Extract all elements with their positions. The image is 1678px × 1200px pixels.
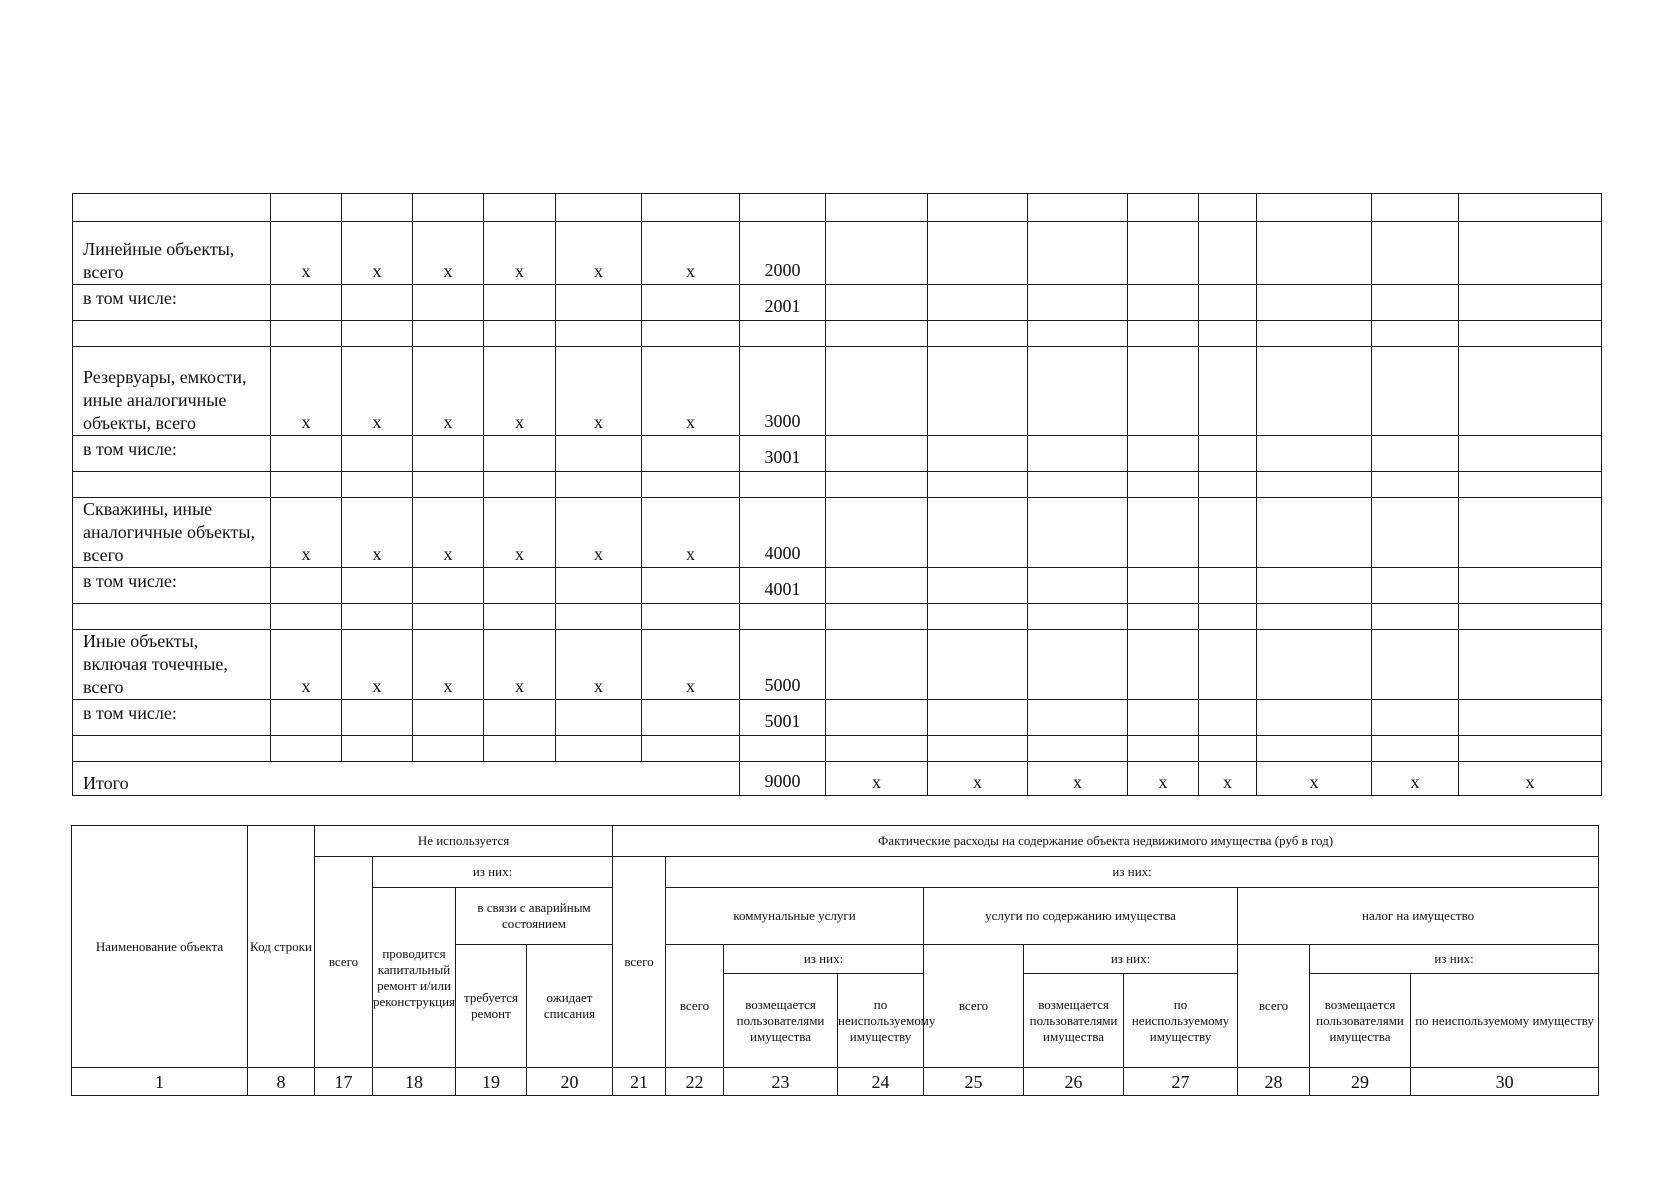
empty-cell <box>1199 285 1257 321</box>
empty-cell <box>1199 568 1257 604</box>
empty-cell <box>271 285 342 321</box>
empty-cell <box>1372 321 1459 347</box>
empty-cell <box>484 736 556 762</box>
object-group-name: Линейные объекты, всего <box>73 222 271 285</box>
table-row <box>73 321 1602 347</box>
header-repair-required: требуется ремонт <box>456 945 527 1068</box>
x-mark-cell: x <box>342 222 413 285</box>
total-label: Итого <box>73 762 740 796</box>
empty-cell <box>413 700 484 736</box>
x-mark-cell: x <box>642 630 740 700</box>
empty-cell <box>1128 736 1199 762</box>
table-row <box>73 498 1602 568</box>
empty-cell <box>1257 472 1372 498</box>
x-mark-cell: x <box>1128 762 1199 796</box>
empty-cell <box>642 321 740 347</box>
empty-cell <box>1028 630 1128 700</box>
x-mark-cell: x <box>342 347 413 436</box>
subgroup-label: в том числе: <box>73 285 271 321</box>
x-mark-cell: x <box>484 630 556 700</box>
empty-cell <box>1257 321 1372 347</box>
header-tax-unused: по неиспользуемому имуществу <box>1411 974 1599 1068</box>
empty-cell <box>271 604 342 630</box>
empty-cell <box>413 568 484 604</box>
x-mark-cell: x <box>556 222 642 285</box>
column-number: 30 <box>1411 1068 1599 1096</box>
empty-cell <box>484 700 556 736</box>
empty-cell <box>271 436 342 472</box>
empty-cell <box>642 700 740 736</box>
column-number: 20 <box>527 1068 613 1096</box>
x-mark-cell: x <box>1257 762 1372 796</box>
empty-cell <box>1372 498 1459 568</box>
column-number-row <box>72 1068 1599 1096</box>
header-maintenance-unused: по неиспользуемому имуществу <box>1124 974 1238 1068</box>
empty-cell <box>928 630 1028 700</box>
empty-cell <box>642 568 740 604</box>
total-row <box>73 762 1602 796</box>
column-number: 27 <box>1124 1068 1238 1096</box>
object-group-name: Резервуары, емкости, иные аналогичные объекты, всего <box>73 347 271 436</box>
empty-cell <box>928 604 1028 630</box>
header-maintenance-reimbursed: возмещается пользователями имущества <box>1024 974 1124 1068</box>
column-number: 29 <box>1310 1068 1411 1096</box>
empty-cell <box>413 472 484 498</box>
x-mark-cell: x <box>642 347 740 436</box>
empty-cell <box>1028 736 1128 762</box>
header-not-used-total: всего <box>315 857 373 1068</box>
row-code: 5001 <box>740 700 826 736</box>
empty-cell <box>1257 347 1372 436</box>
empty-cell <box>1028 436 1128 472</box>
header-awaiting-writeoff: ожидает списания <box>527 945 613 1068</box>
empty-cell <box>271 472 342 498</box>
header-maintenance-total: всего <box>924 945 1024 1068</box>
empty-cell <box>642 472 740 498</box>
header-row-code: Код строки <box>248 826 315 1068</box>
blank-cell <box>73 194 271 222</box>
empty-cell <box>1128 347 1199 436</box>
empty-cell <box>413 321 484 347</box>
empty-cell <box>1459 285 1602 321</box>
column-number: 26 <box>1024 1068 1124 1096</box>
x-mark-cell: x <box>342 498 413 568</box>
empty-cell <box>1028 498 1128 568</box>
header-capital-repair: проводится капитальный ремонт и/или реконструкция <box>373 888 456 1068</box>
x-mark-cell: x <box>1459 762 1602 796</box>
empty-cell <box>556 321 642 347</box>
empty-cell <box>1128 472 1199 498</box>
column-number: 1 <box>72 1068 248 1096</box>
empty-cell <box>928 321 1028 347</box>
column-number: 17 <box>315 1068 373 1096</box>
column-number: 8 <box>248 1068 315 1096</box>
empty-cell <box>1257 285 1372 321</box>
empty-cell <box>342 700 413 736</box>
empty-cell <box>1459 630 1602 700</box>
object-group-name: Скважины, иные аналогичные объекты, всего <box>73 498 271 568</box>
empty-cell <box>826 436 928 472</box>
empty-cell <box>271 321 342 347</box>
empty-cell <box>484 472 556 498</box>
row-code: 2001 <box>740 285 826 321</box>
empty-cell <box>826 630 928 700</box>
empty-cell <box>1372 630 1459 700</box>
empty-cell <box>413 736 484 762</box>
empty-cell <box>928 285 1028 321</box>
table-row <box>73 347 1602 436</box>
empty-cell <box>928 222 1028 285</box>
x-mark-cell: x <box>556 498 642 568</box>
table-row <box>73 630 1602 700</box>
empty-cell <box>1257 568 1372 604</box>
empty-cell <box>1459 498 1602 568</box>
empty-cell <box>1028 321 1128 347</box>
header-tax-total: всего <box>1238 945 1310 1068</box>
header-row-1 <box>72 826 1599 857</box>
empty-cell <box>1128 321 1199 347</box>
empty-cell <box>1257 498 1372 568</box>
empty-cell <box>556 736 642 762</box>
empty-cell <box>271 700 342 736</box>
x-mark-cell: x <box>826 762 928 796</box>
header-utilities: коммунальные услуги <box>666 888 924 945</box>
empty-cell <box>1199 498 1257 568</box>
header-not-used-of-them: из них: <box>373 857 613 888</box>
empty-cell <box>642 604 740 630</box>
column-number: 25 <box>924 1068 1024 1096</box>
row-code: 4000 <box>740 498 826 568</box>
x-mark-cell: x <box>484 347 556 436</box>
empty-cell <box>271 568 342 604</box>
empty-cell <box>1028 604 1128 630</box>
subgroup-label: в том числе: <box>73 436 271 472</box>
empty-cell <box>1128 222 1199 285</box>
empty-cell <box>1372 472 1459 498</box>
table-row <box>73 285 1602 321</box>
empty-cell <box>73 321 271 347</box>
empty-cell <box>1028 347 1128 436</box>
empty-cell <box>484 568 556 604</box>
empty-cell <box>1199 604 1257 630</box>
header-utilities-reimbursed: возмещается пользователями имущества <box>724 974 838 1068</box>
header-utilities-unused: по неиспользуемому имуществу <box>838 974 924 1068</box>
x-mark-cell: x <box>556 347 642 436</box>
header-maintenance-services: услуги по содержанию имущества <box>924 888 1238 945</box>
header-object-name: Наименование объекта <box>72 826 248 1068</box>
empty-cell <box>413 285 484 321</box>
empty-cell <box>556 472 642 498</box>
empty-cell <box>73 736 271 762</box>
empty-cell <box>1028 285 1128 321</box>
empty-cell <box>826 321 928 347</box>
empty-cell <box>740 736 826 762</box>
empty-cell <box>556 568 642 604</box>
empty-cell <box>826 222 928 285</box>
empty-cell <box>413 436 484 472</box>
empty-cell <box>740 604 826 630</box>
x-mark-cell: x <box>1028 762 1128 796</box>
empty-cell <box>1257 736 1372 762</box>
header-emergency-state: в связи с аварийным состоянием <box>456 888 613 945</box>
object-group-name: Иные объекты, включая точечные, всего <box>73 630 271 700</box>
table-row <box>73 194 1602 222</box>
empty-cell <box>1199 472 1257 498</box>
empty-cell <box>826 700 928 736</box>
empty-cell <box>740 472 826 498</box>
empty-cell <box>1372 436 1459 472</box>
header-utilities-total: всего <box>666 945 724 1068</box>
empty-cell <box>342 604 413 630</box>
x-mark-cell: x <box>1372 762 1459 796</box>
empty-cell <box>826 604 928 630</box>
empty-cell <box>928 568 1028 604</box>
column-number: 23 <box>724 1068 838 1096</box>
x-mark-cell: x <box>413 498 484 568</box>
empty-cell <box>1199 347 1257 436</box>
empty-cell <box>1372 604 1459 630</box>
column-number: 24 <box>838 1068 924 1096</box>
empty-cell <box>1257 436 1372 472</box>
empty-cell <box>484 321 556 347</box>
empty-cell <box>1459 604 1602 630</box>
empty-cell <box>1459 222 1602 285</box>
empty-cell <box>1028 700 1128 736</box>
table-row <box>73 700 1602 736</box>
empty-cell <box>1128 285 1199 321</box>
header-expenses-of-them: из них: <box>666 857 1599 888</box>
empty-cell <box>342 568 413 604</box>
empty-cell <box>1257 222 1372 285</box>
empty-cell <box>642 736 740 762</box>
empty-cell <box>342 436 413 472</box>
header-expenses-total: всего <box>613 857 666 1068</box>
empty-cell <box>1128 604 1199 630</box>
empty-cell <box>1372 285 1459 321</box>
empty-cell <box>1257 604 1372 630</box>
x-mark-cell: x <box>556 630 642 700</box>
empty-cell <box>1128 568 1199 604</box>
empty-cell <box>73 472 271 498</box>
empty-cell <box>342 285 413 321</box>
empty-cell <box>1372 568 1459 604</box>
empty-cell <box>1028 222 1128 285</box>
empty-cell <box>484 604 556 630</box>
x-mark-cell: x <box>271 347 342 436</box>
column-number: 18 <box>373 1068 456 1096</box>
empty-cell <box>642 285 740 321</box>
column-number: 21 <box>613 1068 666 1096</box>
empty-cell <box>556 436 642 472</box>
column-number: 28 <box>1238 1068 1310 1096</box>
empty-cell <box>1028 568 1128 604</box>
empty-cell <box>928 498 1028 568</box>
empty-cell <box>1199 321 1257 347</box>
table-row <box>73 736 1602 762</box>
table-row <box>73 436 1602 472</box>
x-mark-cell: x <box>413 630 484 700</box>
empty-cell <box>1372 736 1459 762</box>
table-row <box>73 472 1602 498</box>
empty-cell <box>740 321 826 347</box>
empty-cell <box>826 347 928 436</box>
header-maintenance-of-them: из них: <box>1024 945 1238 974</box>
x-mark-cell: x <box>271 630 342 700</box>
header-not-used: Не используется <box>315 826 613 857</box>
column-number: 19 <box>456 1068 527 1096</box>
empty-cell <box>1459 321 1602 347</box>
empty-cell <box>1199 436 1257 472</box>
empty-cell <box>1128 630 1199 700</box>
x-mark-cell: x <box>642 222 740 285</box>
empty-cell <box>826 498 928 568</box>
x-mark-cell: x <box>928 762 1028 796</box>
empty-cell <box>1128 700 1199 736</box>
subgroup-label: в том числе: <box>73 700 271 736</box>
x-mark-cell: x <box>642 498 740 568</box>
empty-cell <box>556 604 642 630</box>
empty-cell <box>642 436 740 472</box>
empty-cell <box>1459 700 1602 736</box>
empty-cell <box>556 700 642 736</box>
header-tax-reimbursed: возмещается пользователями имущества <box>1310 974 1411 1068</box>
empty-cell <box>1372 347 1459 436</box>
empty-cell <box>342 472 413 498</box>
table-row <box>73 222 1602 285</box>
empty-cell <box>928 736 1028 762</box>
header-tax-of-them: из них: <box>1310 945 1599 974</box>
empty-cell <box>271 736 342 762</box>
x-mark-cell: x <box>342 630 413 700</box>
empty-cell <box>484 285 556 321</box>
empty-cell <box>1257 700 1372 736</box>
empty-cell <box>1372 222 1459 285</box>
x-mark-cell: x <box>271 498 342 568</box>
x-mark-cell: x <box>1199 762 1257 796</box>
x-mark-cell: x <box>271 222 342 285</box>
column-header-table <box>71 825 1599 1096</box>
empty-cell <box>342 736 413 762</box>
table-row <box>73 604 1602 630</box>
empty-cell <box>1128 498 1199 568</box>
object-summary-table <box>72 193 1602 796</box>
empty-cell <box>1257 630 1372 700</box>
empty-cell <box>484 436 556 472</box>
empty-cell <box>1459 347 1602 436</box>
row-code: 4001 <box>740 568 826 604</box>
empty-cell <box>73 604 271 630</box>
empty-cell <box>1128 436 1199 472</box>
header-actual-expenses: Фактические расходы на содержание объекта недвижимого имущества (руб в год) <box>613 826 1599 857</box>
row-code: 2000 <box>740 222 826 285</box>
empty-cell <box>1199 700 1257 736</box>
empty-cell <box>342 321 413 347</box>
header-utilities-of-them: из них: <box>724 945 924 974</box>
empty-cell <box>1459 568 1602 604</box>
x-mark-cell: x <box>484 498 556 568</box>
empty-cell <box>826 472 928 498</box>
subgroup-label: в том числе: <box>73 568 271 604</box>
empty-cell <box>556 285 642 321</box>
empty-cell <box>413 604 484 630</box>
empty-cell <box>928 472 1028 498</box>
total-code: 9000 <box>740 762 826 796</box>
empty-cell <box>1459 736 1602 762</box>
empty-cell <box>1459 472 1602 498</box>
empty-cell <box>1199 736 1257 762</box>
empty-cell <box>826 736 928 762</box>
empty-cell <box>928 700 1028 736</box>
row-code: 3000 <box>740 347 826 436</box>
empty-cell <box>928 436 1028 472</box>
empty-cell <box>928 347 1028 436</box>
empty-cell <box>1199 630 1257 700</box>
row-code: 5000 <box>740 630 826 700</box>
table-row <box>73 568 1602 604</box>
empty-cell <box>1028 472 1128 498</box>
column-number: 22 <box>666 1068 724 1096</box>
empty-cell <box>826 285 928 321</box>
row-code: 3001 <box>740 436 826 472</box>
header-property-tax: налог на имущество <box>1238 888 1599 945</box>
empty-cell <box>826 568 928 604</box>
empty-cell <box>1199 222 1257 285</box>
empty-cell <box>1459 436 1602 472</box>
x-mark-cell: x <box>413 222 484 285</box>
empty-cell <box>1372 700 1459 736</box>
x-mark-cell: x <box>413 347 484 436</box>
x-mark-cell: x <box>484 222 556 285</box>
